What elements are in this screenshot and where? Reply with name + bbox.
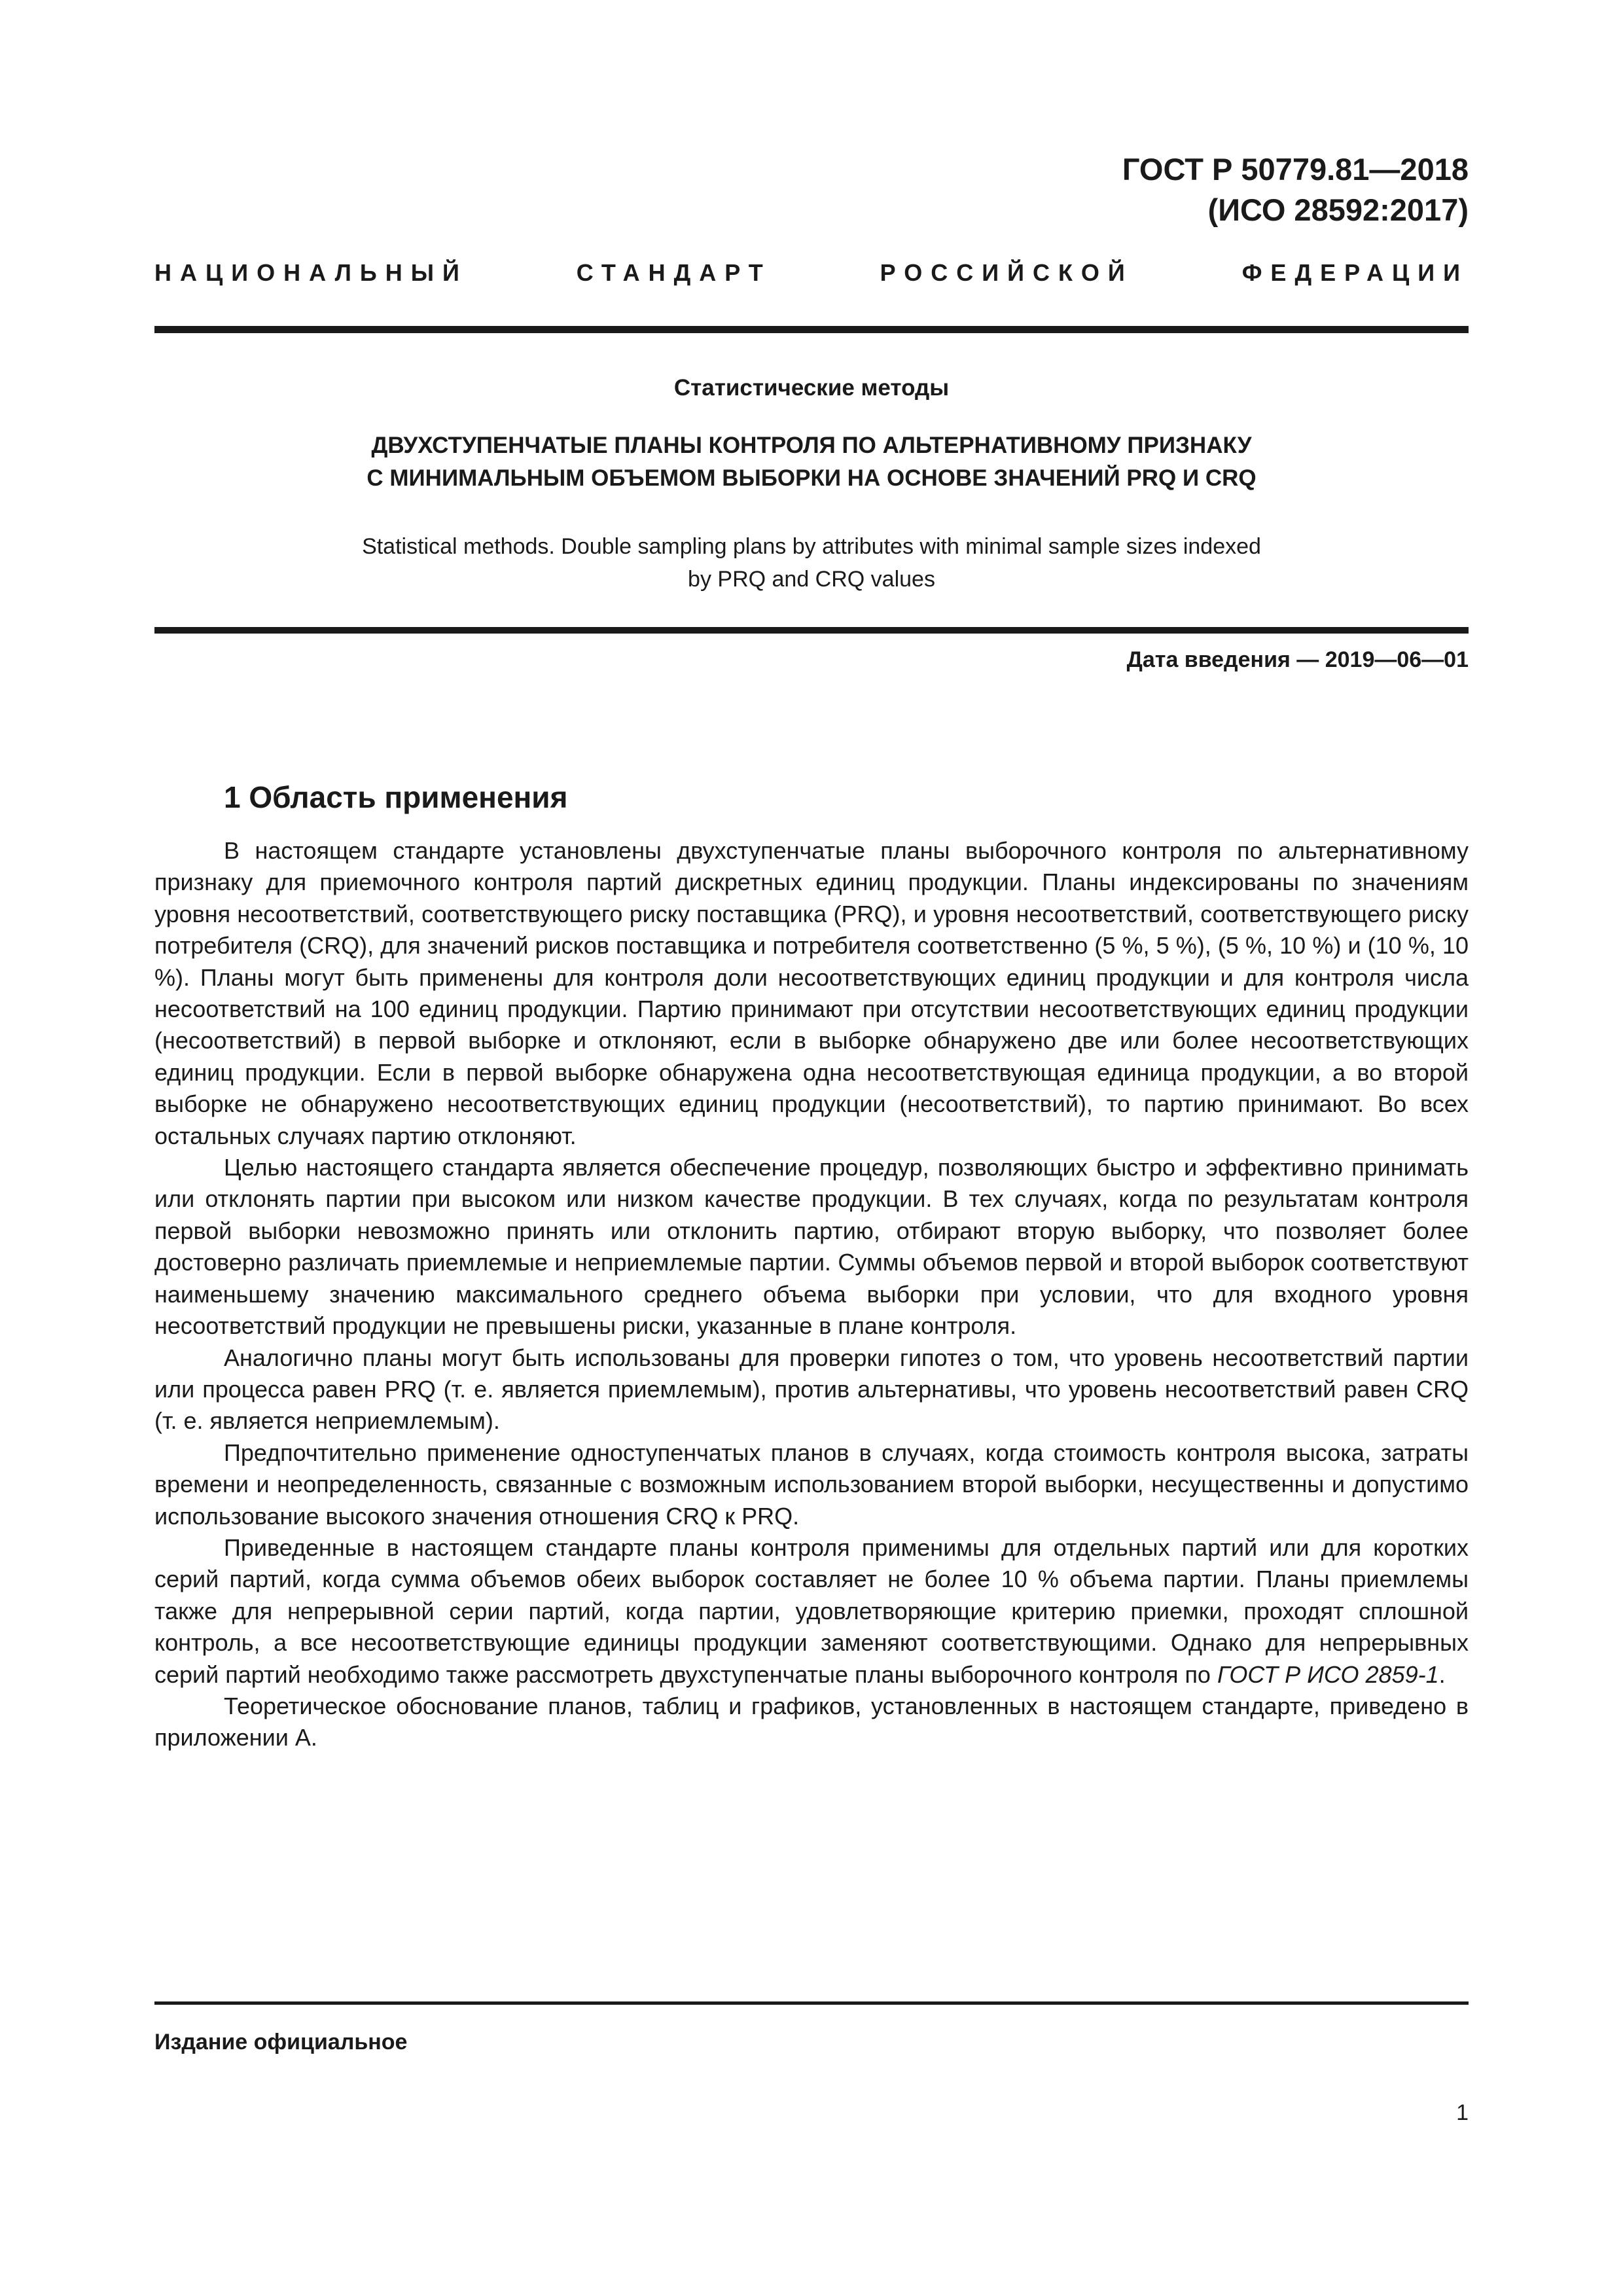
paragraph-2: Целью настоящего стандарта является обеспечение процедур, позволяющих быстро и эффективно принимать или отклонять партии при высоком или низком качестве продукции. В тех случаях, когда по результатам контроля первой выборки невозможно принять или отклонить партию, отбирают вторую выборку, что позволяет более достоверно различать приемлемые и неприемлемые партии. Суммы объемов первой и второй выборок соответствуют наименьшему значению максимального среднего объема выборки при условии, что для входного уровня несоответствий продукции не превышены риски, указанные в плане контроля.: [154, 1154, 1469, 1340]
title-english: [154, 530, 1469, 596]
standard-category: Статистические методы: [673, 375, 950, 401]
standard-reference-link: ГОСТ Р ИСО 2859-1: [1217, 1660, 1439, 1688]
title-russian: [154, 429, 1469, 495]
paragraph-1: В настоящем стандарте установлены двухступенчатые планы выборочного контроля по альтернативному признаку для приемочного контроля партий дискретных единиц продукции. Планы индексированы по значениям уровня несоответствий, соответствующего риску поставщика (PRQ), и уровня несоответствий, соответствующего риску потребителя (CRQ), для значений рисков поставщика и потребителя соответственно (5 %, 5 %), (5 %, 10 %) и (10 %, 10 %). Планы могут быть применены для контроля доли несоответствующих единиц продукции и для контроля числа несоответствий на 100 единиц продукции. Партию принимают при отсутствии несоответствующих единиц продукции (несоответствий) в первой выборке и отклоняют, если в выборке обнаружено две или более несоответствующих единиц продукции. Если в первой выборке обнаружена одна несоответствующая единица продукции, а во второй выборке не обнаружено несоответствующих единиц продукции (несоответствий), то партию принимают. Во всех остальных случаях партию отклоняют.: [154, 837, 1469, 1149]
document-number: [1122, 149, 1469, 230]
title-divider: [154, 627, 1469, 634]
section-body: [154, 835, 1469, 1754]
paragraph-5: [154, 1532, 1469, 1691]
paragraph-5-end: .: [1438, 1660, 1446, 1688]
introduction-date: Дата введения — 2019—06—01: [1126, 647, 1469, 672]
paragraph-6: Теоретическое обоснование планов, таблиц и графиков, установленных в настоящем стандарте, приведено в приложении А.: [154, 1692, 1469, 1751]
document-number-iso: (ИСО 28592:2017): [1207, 192, 1469, 227]
page-number: 1: [1456, 2100, 1469, 2125]
title-russian-line-1: ДВУХСТУПЕНЧАТЫЕ ПЛАНЫ КОНТРОЛЯ ПО АЛЬТЕРНАТИВНОМУ ПРИЗНАКУ: [371, 433, 1252, 458]
edition-label: Издание официальное: [154, 2030, 408, 2054]
top-divider: [154, 326, 1469, 333]
paragraph-5-text: Приведенные в настоящем стандарте планы контроля применимы для отдельных партий или для коротких серий партий, когда сумма объемов обеих выборок составляет не более 10 % объема партии. Планы приемлемы также для непрерывной серии партий, когда партии, удовлетворяющие критерию приемки, проходят сплошной контроль, а все несоответствующие единицы продукции заменяют соответствующими. Однако для непрерывных серий партий необходимо также рассмотреть двухступенчатые планы выборочного контроля по: [154, 1534, 1469, 1688]
paragraph-4: Предпочтительно применение одноступенчатых планов в случаях, когда стоимость контроля высока, затраты времени и неопределенность, связанные с возможным использованием второй выборки, несущественны и допустимо использование высокого значения отношения CRQ к PRQ.: [154, 1439, 1469, 1530]
title-russian-line-2: С МИНИМАЛЬНЫМ ОБЪЕМОМ ВЫБОРКИ НА ОСНОВЕ ЗНАЧЕНИЙ PRQ И CRQ: [366, 465, 1257, 491]
section-heading: 1 Область применения: [224, 780, 568, 814]
title-english-line-1: Statistical methods. Double sampling plans by attributes with minimal sample sizes indexed: [362, 534, 1261, 559]
document-number-gost: ГОСТ Р 50779.81—2018: [1122, 152, 1469, 187]
footer-divider: [154, 2001, 1469, 2005]
national-standard-banner: НАЦИОНАЛЬНЫЙ СТАНДАРТ РОССИЙСКОЙ ФЕДЕРАЦИИ: [154, 259, 1469, 286]
paragraph-3: Аналогично планы могут быть использованы для проверки гипотез о том, что уровень несоответствий партии или процесса равен PRQ (т. е. является приемлемым), против альтернативы, что уровень несоответствий равен CRQ (т. е. является неприемлемым).: [154, 1344, 1469, 1435]
title-english-line-2: by PRQ and CRQ values: [688, 567, 935, 592]
